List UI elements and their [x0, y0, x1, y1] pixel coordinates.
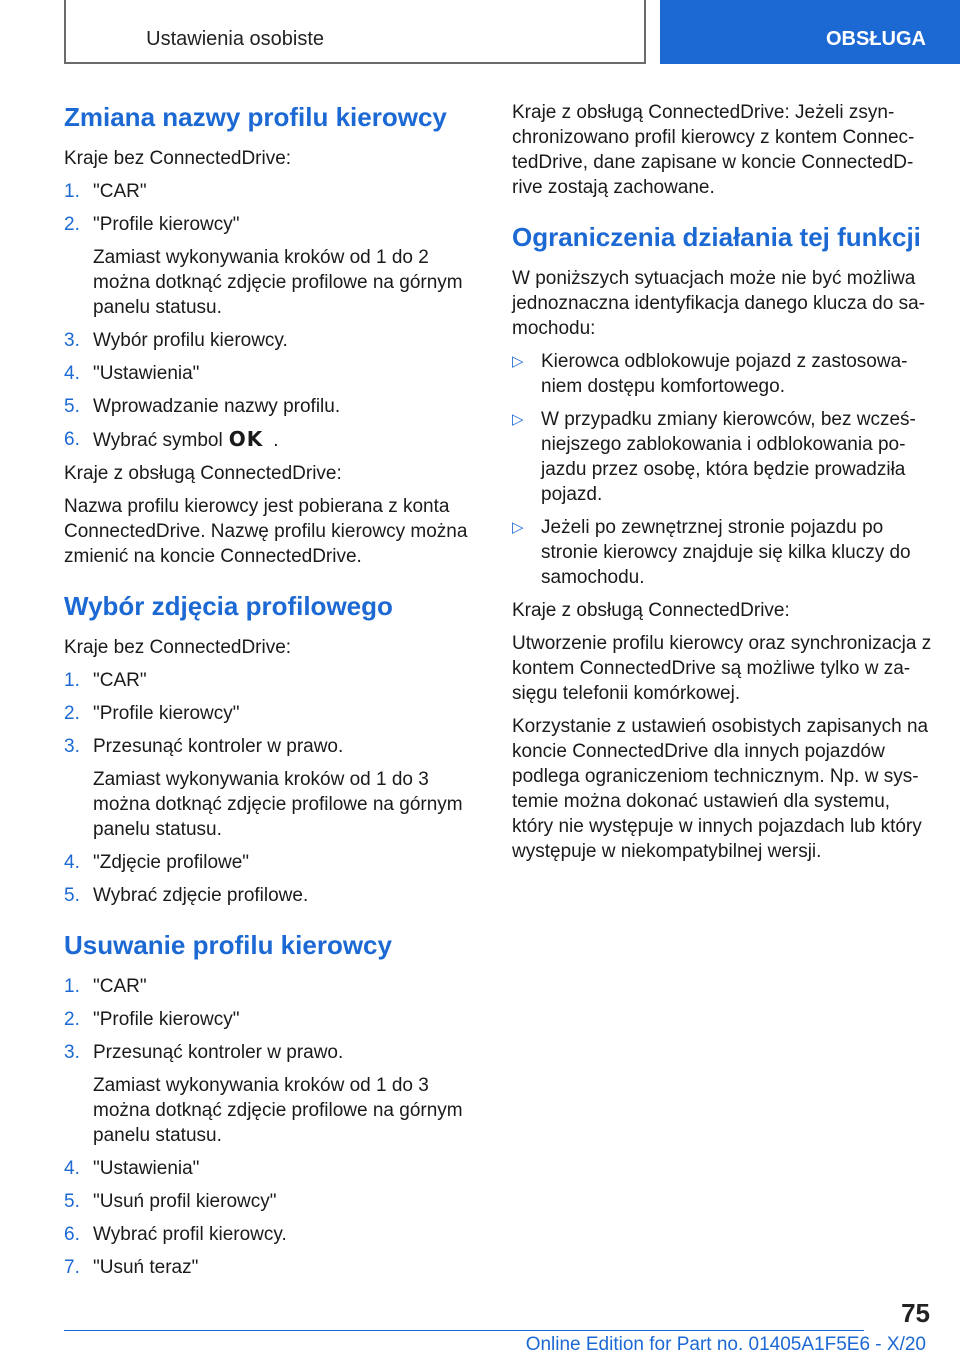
- step-number: 3.: [64, 1042, 80, 1063]
- list-item: [512, 515, 932, 590]
- step-text: Wybrać symbol: [93, 430, 223, 451]
- triangle-bullet-icon: ▷: [512, 411, 524, 428]
- step-text: Wybrać zdjęcie profilowe.: [93, 885, 309, 906]
- step-text: "Profile kierowcy": [93, 1009, 240, 1030]
- connecteddrive-text: Nazwa profilu kierowcy jest pobierana z konta ConnectedDrive. Nazwę profilu kierowcy można zmienić na koncie ConnectedDrive.: [64, 496, 468, 567]
- footer-divider: [64, 1330, 864, 1331]
- paragraph: Korzystanie z ustawień osobistych zapisanych na koncie ConnectedDrive dla innych pojazdów podlega ograniczeniom technicznym. Np. w systemie można dokonać ustawień dla systemu, który nie występuje w innych pojazdach lub który występuje w niekompatybilnej wersji.: [512, 716, 929, 862]
- bullet-text: W przypadku zmiany kierowców, bez wcześniejszego zablokowania i odblokowania pojazdu przez osobę, która będzie prowadziła pojazd.: [541, 409, 916, 505]
- step-number: 1.: [64, 181, 80, 202]
- right-column: [512, 100, 932, 872]
- section-title: Zmiana nazwy profilu kierowcy: [64, 102, 447, 132]
- step-number: 2.: [64, 1009, 80, 1030]
- step-note: Zamiast wykonywania kroków od 1 do 3 można dotknąć zdjęcie profilowe na górnym panelu statusu.: [93, 769, 463, 840]
- step-text: "Zdjęcie profilowe": [93, 852, 250, 873]
- step-text: "Ustawienia": [93, 1158, 200, 1179]
- section-title: Ograniczenia działania tej funkcji: [512, 222, 921, 252]
- left-column: [64, 100, 474, 1288]
- paragraph: Utworzenie profilu kierowcy oraz synchronizacja z kontem ConnectedDrive są możliwe tylko w zasięgu telefonii komórkowej.: [512, 633, 932, 704]
- step-number: 4.: [64, 363, 80, 384]
- list-item: [64, 328, 474, 353]
- list-item: [64, 701, 474, 726]
- step-number: 5.: [64, 1191, 80, 1212]
- list-item: [64, 1255, 474, 1280]
- list-item: [64, 883, 474, 908]
- triangle-bullet-icon: ▷: [512, 519, 524, 536]
- section-title: Usuwanie profilu kierowcy: [64, 930, 392, 960]
- step-text: "Usuń teraz": [93, 1257, 199, 1278]
- list-item: [64, 427, 474, 453]
- step-text: Przesunąć kontroler w prawo.: [93, 736, 344, 757]
- list-item: [64, 734, 474, 842]
- list-item: [64, 1007, 474, 1032]
- list-item: [64, 1189, 474, 1214]
- section-profile-picture: [64, 589, 474, 908]
- step-text: "Ustawienia": [93, 363, 200, 384]
- list-item: [512, 407, 932, 507]
- list-item: [64, 179, 474, 204]
- step-note: Zamiast wykonywania kroków od 1 do 2 można dotknąć zdjęcie profilowe na górnym panelu statusu.: [93, 247, 463, 318]
- step-number: 7.: [64, 1257, 80, 1278]
- header-chapter-tab[interactable]: OBSŁUGA: [660, 0, 960, 64]
- step-number: 5.: [64, 396, 80, 417]
- connecteddrive-label: Kraje z obsługą ConnectedDrive:: [512, 600, 790, 621]
- list-item: [512, 349, 932, 399]
- step-number: 5.: [64, 885, 80, 906]
- list-item: [64, 850, 474, 875]
- step-number: 2.: [64, 214, 80, 235]
- step-number: 1.: [64, 976, 80, 997]
- ok-icon: OK: [228, 427, 264, 451]
- bullet-list: [512, 349, 932, 590]
- page-number: 75: [901, 1298, 930, 1328]
- step-text: "Profile kierowcy": [93, 214, 240, 235]
- list-item: [64, 1040, 474, 1148]
- list-item: [64, 212, 474, 320]
- step-text: "CAR": [93, 670, 147, 691]
- step-text: Przesunąć kontroler w prawo.: [93, 1042, 344, 1063]
- steps-list: [64, 974, 474, 1280]
- step-number: 4.: [64, 1158, 80, 1179]
- steps-list: [64, 179, 474, 453]
- step-text: "CAR": [93, 976, 147, 997]
- section-intro: Kraje bez ConnectedDrive:: [64, 148, 292, 169]
- connecteddrive-sync-text: Kraje z obsługą ConnectedDrive: Jeżeli zsynchronizowano profil kierowcy z kontem ConnectedDrive, dane zapisane w koncie ConnectedDrive zostają zachowane.: [512, 102, 915, 198]
- section-delete-profile: [64, 928, 474, 1280]
- step-text: "Usuń profil kierowcy": [93, 1191, 277, 1212]
- list-item: [64, 1156, 474, 1181]
- step-number: 1.: [64, 670, 80, 691]
- list-item: [64, 668, 474, 693]
- step-number: 3.: [64, 330, 80, 351]
- section-rename-profile: [64, 100, 474, 569]
- list-item: [64, 394, 474, 419]
- footer-edition-link[interactable]: Online Edition for Part no. 01405A1F5E6 - X/20: [525, 1334, 926, 1355]
- step-text: Wybór profilu kierowcy.: [93, 330, 288, 351]
- bullet-text: Jeżeli po zewnętrznej stronie pojazdu po stronie kierowcy znajduje się kilka kluczy do samochodu.: [541, 517, 911, 588]
- section-intro: Kraje bez ConnectedDrive:: [64, 637, 292, 658]
- step-number: 6.: [64, 429, 80, 450]
- header-frame: [64, 0, 646, 64]
- section-intro: W poniższych sytuacjach może nie być możliwa jednoznaczna identyfikacja danego klucza do samochodu:: [512, 268, 925, 339]
- section-limitations: [512, 220, 932, 864]
- list-item: [64, 974, 474, 999]
- step-number: 2.: [64, 703, 80, 724]
- section-title: Wybór zdjęcia profilowego: [64, 591, 393, 621]
- bullet-text: Kierowca odblokowuje pojazd z zastosowaniem dostępu komfortowego.: [541, 351, 908, 397]
- step-text: Wybrać profil kierowcy.: [93, 1224, 287, 1245]
- triangle-bullet-icon: ▷: [512, 353, 524, 370]
- steps-list: [64, 668, 474, 908]
- header-section-title: Ustawienia osobiste: [146, 28, 324, 50]
- step-note: Zamiast wykonywania kroków od 1 do 3 można dotknąć zdjęcie profilowe na górnym panelu statusu.: [93, 1075, 463, 1146]
- list-item: [64, 1222, 474, 1247]
- step-number: 4.: [64, 852, 80, 873]
- step-text: "Profile kierowcy": [93, 703, 240, 724]
- step-text-end: .: [273, 430, 279, 451]
- step-text: Wprowadzanie nazwy profilu.: [93, 396, 341, 417]
- step-text: "CAR": [93, 181, 147, 202]
- list-item: [64, 361, 474, 386]
- step-number: 6.: [64, 1224, 80, 1245]
- step-number: 3.: [64, 736, 80, 757]
- connecteddrive-label: Kraje z obsługą ConnectedDrive:: [64, 463, 342, 484]
